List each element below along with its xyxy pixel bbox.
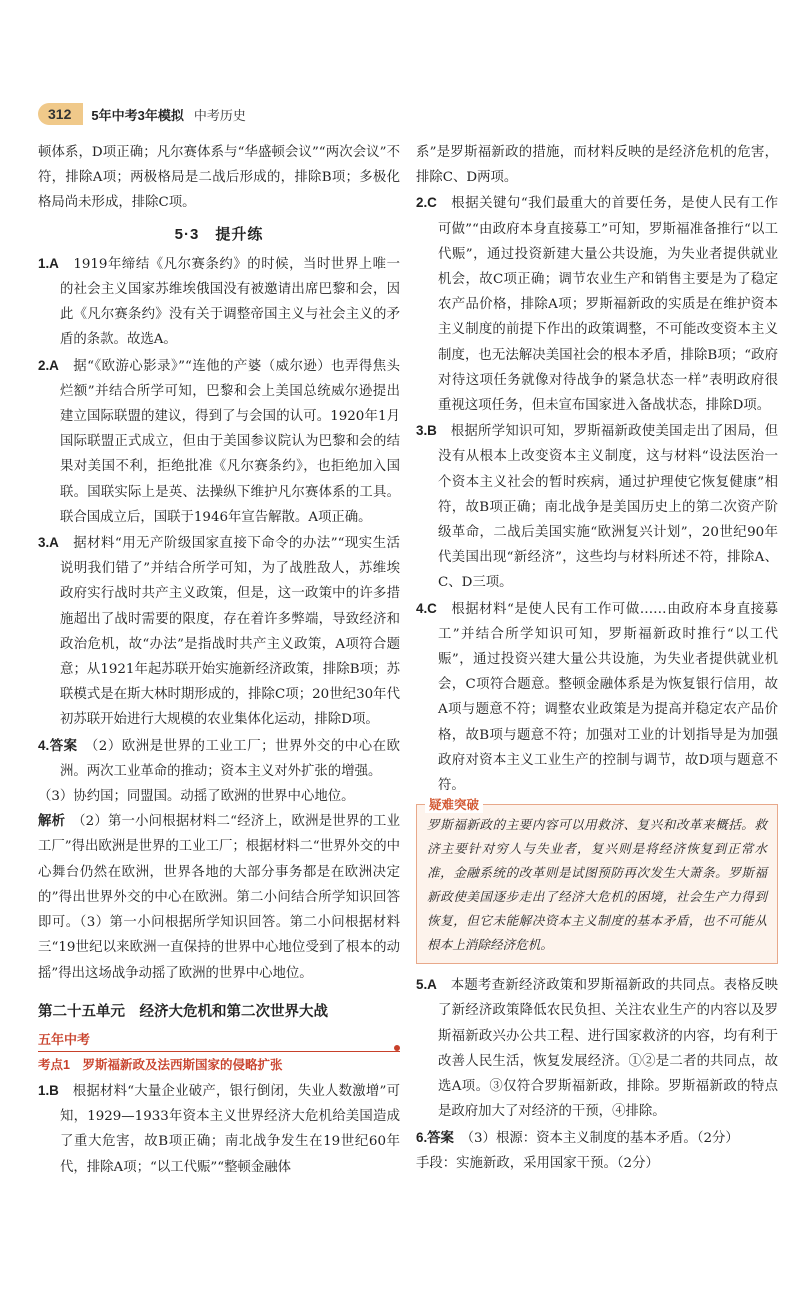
- analysis: [38, 809, 400, 985]
- item-text: 根据关键句“我们最重大的首要任务，是使人民有工作可做”“由政府本身直接募工”可知，罗斯福准备推行“以工代赈”，通过投资新建大量公共设施，为失业者提供就业机会，故C项正确；调节农业生产和销售主要是为了稳定农产品价格，排除A项；罗斯福新政的实质是在维护资本主义制度的前提下作出的政策调整，不可能改变资本主义制度，也无法解决美国社会的根本矛盾，排除B项；“政府对待这项任务就像对待战争的紧急状态一样”表明政府很重视这项任务，但未宣布国家进入备战状态，排除D项。: [438, 196, 778, 414]
- answer-item-4: [38, 733, 400, 784]
- bar-end-dot: [394, 1045, 400, 1051]
- item-number: 1.B: [38, 1082, 59, 1098]
- item-number: 6.答案: [416, 1129, 454, 1145]
- five-year-bar: [38, 1029, 400, 1052]
- item-number: 4.C: [416, 600, 437, 616]
- answer-item: [416, 418, 778, 595]
- subject-label: 中考历史: [193, 107, 246, 123]
- item-number: 5.A: [416, 977, 437, 993]
- answer-item-6: [416, 1125, 778, 1151]
- answer-line: （2）欧洲是世界的工业工厂；世界外交的中心在欧洲。两次工业革命的推动；资本主义对外扩张的增强。: [60, 738, 401, 779]
- answer-item: [416, 972, 778, 1124]
- right-column: [416, 140, 778, 1176]
- tip-box: [416, 798, 778, 964]
- kaodian-heading: 考点1 罗斯福新政及法西斯国家的侵略扩张: [38, 1057, 283, 1072]
- item-text: 根据材料“大量企业破产，银行倒闭，失业人数激增”可知，1929—1933年资本主义世界经济大危机给美国造成了重大危害，故B项正确；南北战争发生在19世纪60年代，排除A项；“以工代赈”“整顿金融体: [60, 1083, 400, 1175]
- item-text: 据“《欧游心影录》”“连他的产婆（威尔逊）也弄得焦头烂额”并结合所学可知，巴黎和会上美国总统威尔逊提出建立国际联盟的建议，得到了与会国的认可。1920年1月国际联盟正式成立，但由于美国参议院认为巴黎和会的结果对美国不利，拒绝批准《凡尔赛条约》，也拒绝加入国联。国联实际上是英、法操纵下维护凡尔赛体系的工具。联合国成立后，国联于1946年宣告解散。A项正确。: [60, 358, 401, 525]
- answer-item: [416, 596, 778, 799]
- answer-item: [38, 1078, 400, 1180]
- item-number: 3.A: [38, 535, 59, 551]
- item-number: 3.B: [416, 423, 437, 439]
- section-title: 5·3 提升练: [174, 225, 264, 243]
- item-text: 1919年缔结《凡尔赛条约》的时候，当时世界上唯一的社会主义国家苏维埃俄国没有被邀请出席巴黎和会，因此《凡尔赛条约》没有关于调整帝国主义与社会主义的矛盾的条款。故选A。: [60, 256, 401, 348]
- five-year-label: 五年中考: [38, 1031, 91, 1047]
- item-text: 据材料“用无产阶级国家直接下命令的办法”“现实生活说明我们错了”并结合所学可知，为了战胜敌人，苏维埃政府实行战时共产主义政策，但是，这一政策中的许多措施超出了战时需要的限度，存在着许多弊端，导致经济和政治危机，故“办法”是指战时共产主义政策，A项符合题意；从1921年起苏联开始实施新经济政策，排除B项；苏联模式是在斯大林时期形成的，排除C项；20世纪30年代初苏联开始进行大规模的农业集体化运动，排除D项。: [60, 536, 400, 728]
- right-intro: 系”是罗斯福新政的措施，而材料反映的是经济危机的危害，排除C、D两项。: [416, 145, 778, 186]
- item-text: 本题考查新经济政策和罗斯福新政的共同点。表格反映了新经济政策降低农民负担、关注农业生产的内容以及罗斯福新政兴办公共工程、进行国家救济的内容，均有利于改善人民生活，恢复发展经济。①②是二者的共同点，故选A项。③仅符合罗斯福新政，排除。罗斯福新政的特点是政府加大了对经济的干预，④排除。: [438, 978, 779, 1120]
- left-column: [38, 140, 400, 1180]
- tip-label: 疑难突破: [425, 795, 483, 813]
- answer-line: （3）根源：资本主义制度的基本矛盾。（2分）: [467, 1130, 739, 1146]
- item-number: 4.答案: [38, 737, 78, 753]
- analysis-text: （2）第一小问根据材料二“经济上，欧洲是世界的工业工厂”得出欧洲是世界的工业工厂；根据材料二“世界外交的中心舞台仍然在欧洲，世界各地的大部分事务都是在欧洲决定的”得出世界外交的中心在欧洲。第二小问结合所学知识回答即可。（3）第一小问根据所学知识回答。第二小问根据材料三“19世纪以来欧洲一直保持的世界中心地位受到了根本的动摇”得出这场战争动摇了欧洲的世界中心地位。: [38, 814, 401, 981]
- item-text: 根据材料“是使人民有工作可做……由政府本身直接募工”并结合所学知识可知，罗斯福新政时推行“以工代赈”，通过投资兴建大量公共设施，为失业者提供就业机会，C项符合题意。整顿金融体系是为恢复银行信用，故A项与题意不符；调整农业政策是为提高并稳定农产品价格，故B项与题意不符；加强对工业的计划指导是为加强政府对资本主义工业生产的控制与调节，故D项与题意不符。: [438, 601, 778, 794]
- item-number: 1.A: [38, 255, 59, 271]
- tip-text: 罗斯福新政的主要内容可以用救济、复兴和改革来概括。救济主要针对穷人与失业者，复兴则是将经济恢复到正常水准，金融系统的改革则是试图预防再次发生大萧条。罗斯福新政使美国逐步走出了经济大危机的困境，社会生产力得到恢复，但它未能解决资本主义制度的基本矛盾，也不可能从根本上消除经济危机。: [427, 817, 767, 953]
- unit-title: 第二十五单元 经济大危机和第二次世界大战: [38, 1003, 328, 1020]
- answer-item: [38, 251, 400, 353]
- answer-item: [38, 530, 400, 733]
- answer-line-2: 手段：实施新政，采用国家干预。（2分）: [416, 1155, 659, 1171]
- item-number: 2.A: [38, 357, 59, 373]
- left-intro: 顿体系，D项正确；凡尔赛体系与“华盛顿会议”“两次会议”不符，排除A项；两极格局是二战后形成的，排除B项；多极化格局尚未形成，排除C项。: [38, 145, 400, 211]
- item-text: 根据所学知识可知，罗斯福新政使美国走出了困局，但没有从根本上改变资本主义制度，这与材料“设法医治一个资本主义社会的暂时疾病，通过护理使它恢复健康”相符，故B项正确；南北战争是美国历史上的第二次资产阶级革命，二战后美国实施“欧洲复兴计划”，20世纪90年代美国出现“新经济”，这些均与材料所述不符，排除A、C、D三项。: [438, 424, 779, 591]
- analysis-label: 解析: [38, 813, 66, 830]
- answer-item: [38, 353, 400, 530]
- page-number: 312: [38, 103, 83, 125]
- answer-line-2: （3）协约国；同盟国。动摇了欧洲的世界中心地位。: [38, 789, 355, 805]
- answer-item: [416, 190, 778, 418]
- book-title: 5年中考3年模拟: [91, 107, 184, 123]
- item-number: 2.C: [416, 195, 437, 211]
- page-header: [38, 100, 246, 128]
